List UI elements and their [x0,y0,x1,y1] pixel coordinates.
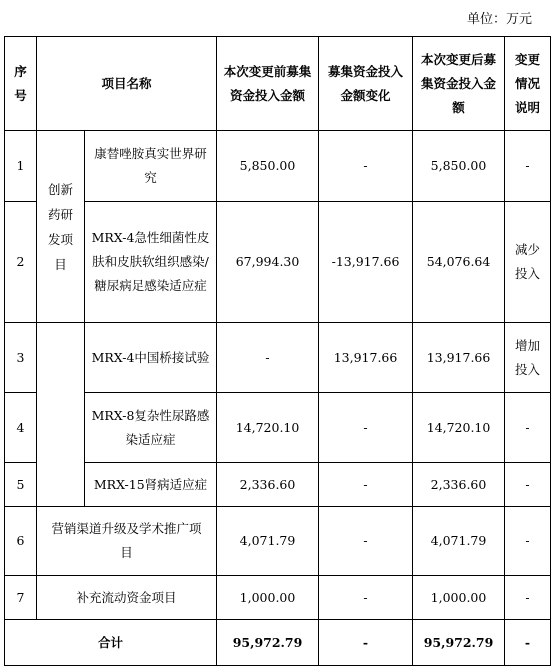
header-before: 本次变更前募集资金投入金额 [217,37,319,131]
row-change: - [319,507,413,576]
row-before: 5,850.00 [217,131,319,202]
row-change: - [319,393,413,463]
header-reason: 变更情况说明 [505,37,551,131]
row-reason: - [505,463,551,507]
row-change: - [319,463,413,507]
row-before: 14,720.10 [217,393,319,463]
row-seq: 4 [5,393,37,463]
table-row [5,131,551,202]
row-change: -13,917.66 [319,202,413,323]
row-name: MRX-15肾病适应症 [85,463,217,507]
row-after: 1,000.00 [413,576,505,620]
row-reason: - [505,393,551,463]
fund-change-table [4,36,551,666]
row-reason: 减少投入 [505,202,551,323]
total-before: 95,972.79 [217,620,319,666]
header-after: 本次变更后募集资金投入金额 [413,37,505,131]
row-name: 营销渠道升级及学术推广项目 [37,507,217,576]
table-row [5,323,551,393]
total-label: 合计 [5,620,217,666]
total-reason: - [505,620,551,666]
total-after: 95,972.79 [413,620,505,666]
row-name: 康替唑胺真实世界研究 [85,131,217,202]
row-seq: 7 [5,576,37,620]
header-name: 项目名称 [37,37,217,131]
row-after: 4,071.79 [413,507,505,576]
row-name: MRX-8复杂性尿路感染适应症 [85,393,217,463]
row-reason: - [505,576,551,620]
row-reason: 增加投入 [505,323,551,393]
header-change: 募集资金投入金额变化 [319,37,413,131]
row-after: 54,076.64 [413,202,505,323]
row-after: 14,720.10 [413,393,505,463]
row-change: - [319,131,413,202]
row-after: 13,917.66 [413,323,505,393]
row-before: - [217,323,319,393]
row-change: 13,917.66 [319,323,413,393]
row-before: 67,994.30 [217,202,319,323]
total-change: - [319,620,413,666]
row-name: MRX-4急性细菌性皮肤和皮肤软组织感染/糖尿病足感染适应症 [85,202,217,323]
row-seq: 5 [5,463,37,507]
unit-label: 单位：万元 [466,12,532,27]
row-after: 5,850.00 [413,131,505,202]
row-seq: 1 [5,131,37,202]
row-after: 2,336.60 [413,463,505,507]
group-label: 创新药研发项目 [37,131,85,323]
table-row [5,393,551,463]
header-row [5,37,551,131]
row-seq: 6 [5,507,37,576]
total-row [5,620,551,666]
row-reason: - [505,507,551,576]
group-continuation [37,323,85,507]
row-before: 2,336.60 [217,463,319,507]
row-seq: 2 [5,202,37,323]
table-row [5,202,551,323]
row-name: MRX-4中国桥接试验 [85,323,217,393]
header-seq: 序号 [5,37,37,131]
table-row [5,507,551,576]
row-before: 1,000.00 [217,576,319,620]
row-reason: - [505,131,551,202]
row-seq: 3 [5,323,37,393]
row-change: - [319,576,413,620]
table-row [5,463,551,507]
row-name: 补充流动资金项目 [37,576,217,620]
table-row [5,576,551,620]
row-before: 4,071.79 [217,507,319,576]
